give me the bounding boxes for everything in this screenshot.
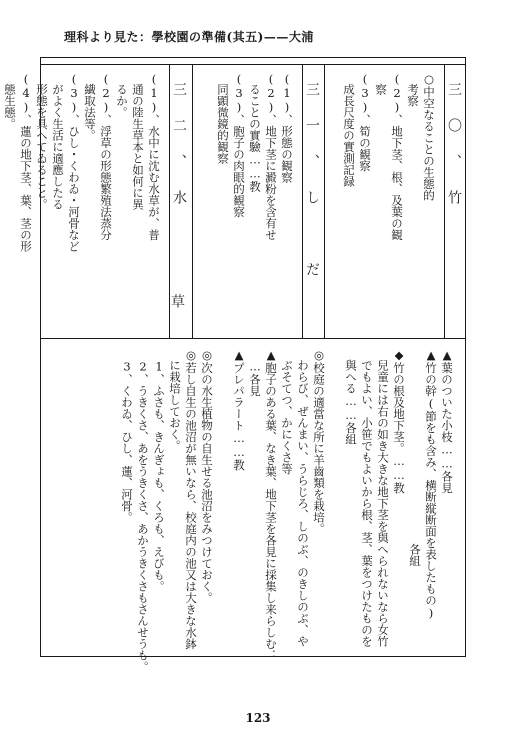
activity-notes-text: ▲葉のついた小枝……各見 ▲竹の幹(節をも含み、横断縦断面を表したもの) 各組 ◆竹の根及地下茎。……教 兒童には右の如き大きな地下茎を與へられないなら女竹 でもよい、小笹でもよいから根、茎、葉をつけたものを 與へる……各組 ◎校庭の適當な所に羊齒類を栽培。 わらび、ぜんまい、うらじろ、しのぶ、のきしのぶ、や ぶそてつ、かにくさ等 ▲胞子のある葉、なき葉、地下茎を各見に採集し来らしむ： …各見 ▲プレパラート……教 ◎次の水生植物の自生せる池沼をみつけておく。 ◎若し自生の池沼が無いなら、校庭内の池又は大きな水鉢 に栽培しておく。 1、ふさも、きんぎょも、くろも、えびも。 2、うきくさ、あをうきくさ、あかうきくさもさんせうも。 3、くわゐ、ひし、蓮、河骨。	[120, 348, 454, 673]
section-title: 三二、水	[171, 82, 187, 226]
section-waterweed-body	[3, 64, 168, 338]
section-body: (1)、形態の観察 (2)、地下茎に澱粉を含有せ ることの實驗……教 (3)、胞子の肉眼的観察 同顕微鏡的観察	[216, 72, 294, 241]
section-body: ○中空なることの生態的 考察 (2)、地下茎、根、及葉の観 察 (3)、筍の観察 成長尺度の實測記録	[342, 72, 436, 241]
section-bamboo-body	[325, 64, 443, 338]
page-number: 123	[245, 711, 271, 725]
section-fern-heading	[302, 64, 324, 338]
section-body: (1)、水中に沈む水草が、普 通の陸生草本と如何に異 るか。 (2)、浮草の形態繁殖法蒸分 繊取法等。 (3)、ひし・くわゐ・河骨など がよく生活に適應したる 形態を具へてゐること。 (4)、蓮の地下茎、葉、茎の形 態生態。	[3, 72, 161, 252]
section-title-sub: 草	[169, 294, 185, 308]
table-middle-rule	[41, 338, 465, 339]
section-title: 三一、し だ	[304, 82, 320, 298]
section-fern-body	[193, 64, 301, 338]
section-title: 三〇、竹	[446, 82, 462, 226]
running-head: 理科より見た：學校園の準備(其五)——大浦	[64, 30, 314, 44]
section-bamboo-heading	[444, 64, 466, 338]
section-waterweed-heading	[169, 64, 191, 338]
table-frame	[3, 57, 466, 673]
activity-notes	[41, 340, 465, 673]
